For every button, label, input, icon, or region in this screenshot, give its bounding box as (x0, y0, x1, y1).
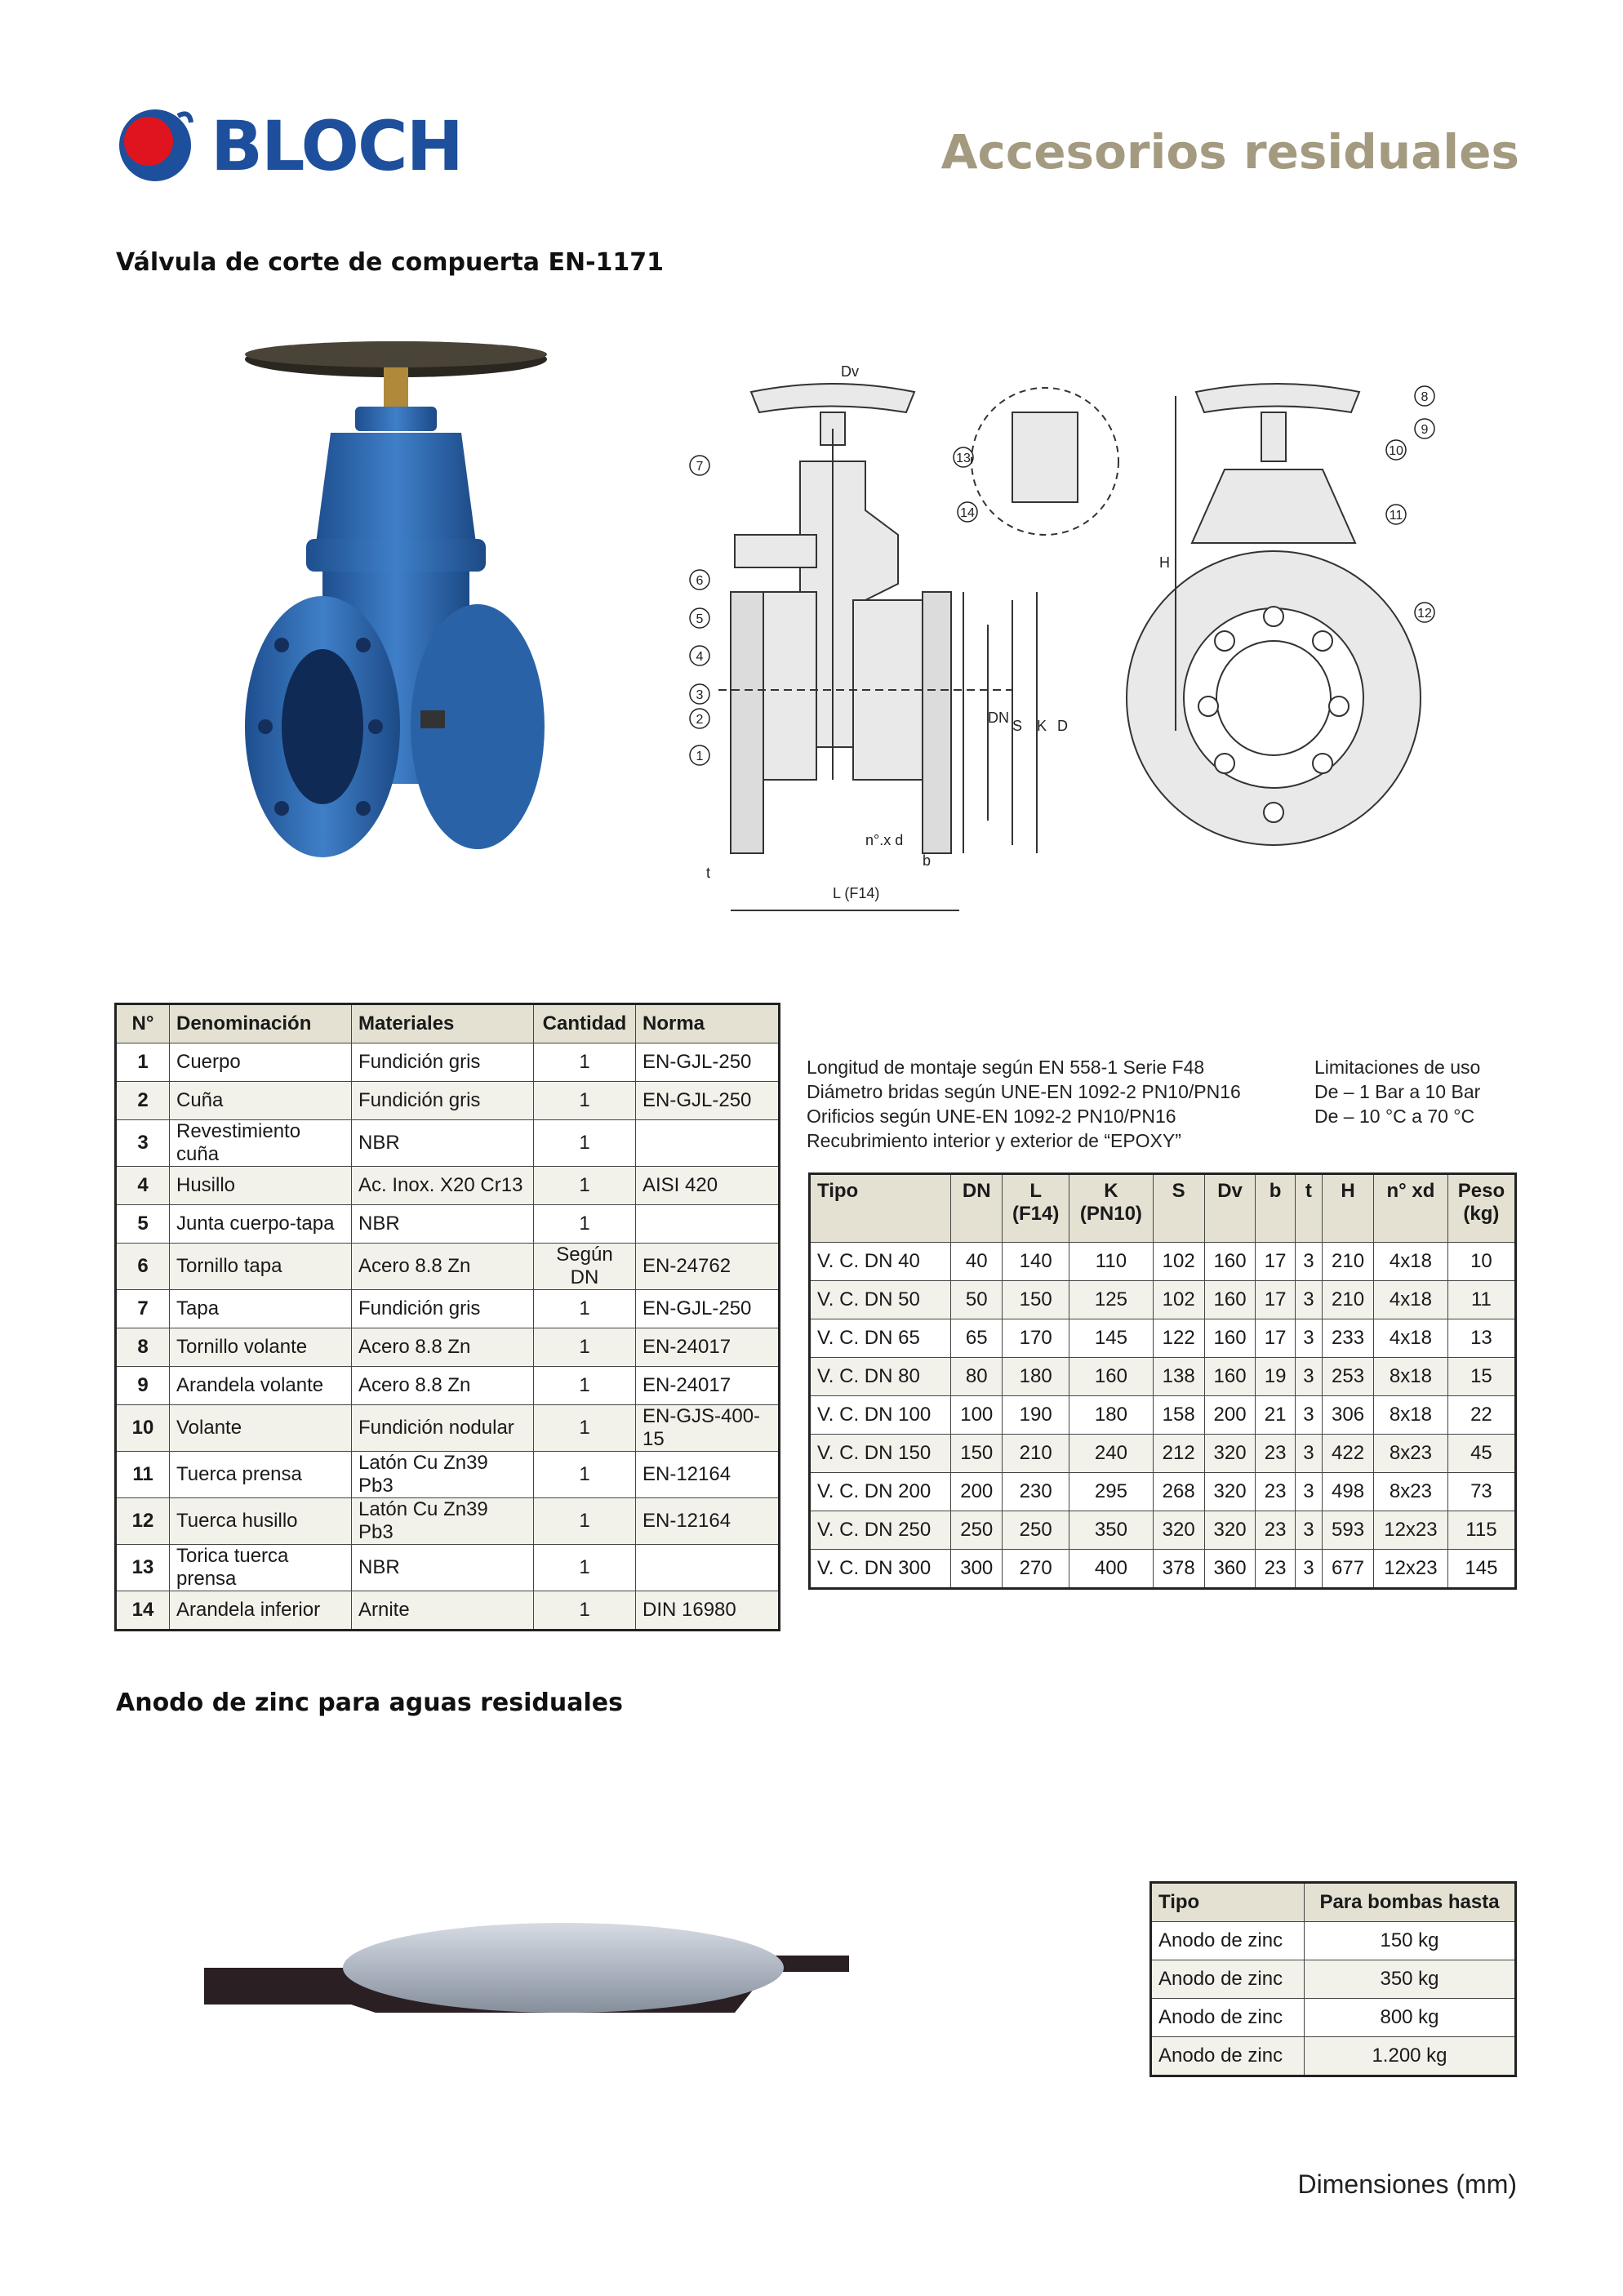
table-row (116, 1290, 780, 1328)
table-cell: 11 (1447, 1281, 1515, 1319)
table-cell: 498 (1323, 1473, 1374, 1511)
bloch-logo (114, 105, 490, 186)
table-cell: 6 (116, 1244, 170, 1290)
table-cell: Ac. Inox. X20 Cr13 (352, 1167, 534, 1205)
table-cell: Arnite (352, 1591, 534, 1631)
table-cell: 295 (1069, 1473, 1154, 1511)
dim-l: L (F14) (833, 885, 880, 901)
header-cell: Tipo (810, 1174, 951, 1243)
logo-mark-icon (114, 105, 204, 186)
table-cell: 12 (116, 1498, 170, 1545)
table-cell: EN-GJL-250 (636, 1290, 780, 1328)
table-cell: 110 (1069, 1243, 1154, 1281)
table-cell: 22 (1447, 1396, 1515, 1435)
table-cell: 15 (1447, 1358, 1515, 1396)
table-cell: 350 kg (1305, 1960, 1516, 1999)
table-cell: Cuña (170, 1082, 352, 1120)
table-cell: 12x23 (1374, 1511, 1448, 1550)
table-cell: 2 (116, 1082, 170, 1120)
table-cell: 8x23 (1374, 1473, 1448, 1511)
usage-limits (1314, 1055, 1480, 1128)
header-cell: Tipo (1151, 1883, 1305, 1922)
table-cell: 14 (116, 1591, 170, 1631)
table-cell: 9 (116, 1367, 170, 1405)
table-row (810, 1243, 1516, 1281)
table-cell: 200 (1204, 1396, 1256, 1435)
table-row (810, 1435, 1516, 1473)
table-cell: NBR (352, 1120, 534, 1167)
table-cell: DIN 16980 (636, 1591, 780, 1631)
callout-4: 4 (696, 650, 704, 664)
table-cell: EN-24017 (636, 1328, 780, 1367)
table-cell: 150 kg (1305, 1922, 1516, 1960)
table-cell: Fundición nodular (352, 1405, 534, 1452)
table-cell: 13 (116, 1545, 170, 1591)
note-line: De – 1 Bar a 10 Bar (1314, 1081, 1481, 1102)
table-row (116, 1405, 780, 1452)
table-cell: Cuerpo (170, 1043, 352, 1082)
callout-5: 5 (696, 612, 704, 626)
table-cell: 306 (1323, 1396, 1374, 1435)
table-cell: 1 (534, 1205, 636, 1244)
table-cell: 138 (1153, 1358, 1204, 1396)
table-cell: 140 (1003, 1243, 1069, 1281)
table-cell: 3 (1295, 1473, 1322, 1511)
table-cell: 8x18 (1374, 1396, 1448, 1435)
table-cell: 240 (1069, 1435, 1154, 1473)
table-cell: Fundición gris (352, 1082, 534, 1120)
table-cell: 19 (1256, 1358, 1295, 1396)
callout-6: 6 (696, 574, 704, 588)
header-cell: Peso (kg) (1447, 1174, 1515, 1243)
table-cell: 102 (1153, 1281, 1204, 1319)
table-cell: 422 (1323, 1435, 1374, 1473)
table-cell: 3 (116, 1120, 170, 1167)
table-cell: 21 (1256, 1396, 1295, 1435)
table-cell: 1 (534, 1545, 636, 1591)
header-cell: K (PN10) (1069, 1174, 1154, 1243)
header-cell: Cantidad (534, 1004, 636, 1043)
callout-11: 11 (1389, 509, 1403, 523)
table-cell: 145 (1069, 1319, 1154, 1358)
table-cell: 150 (951, 1435, 1003, 1473)
callout-10: 10 (1389, 444, 1403, 458)
table-cell: 200 (951, 1473, 1003, 1511)
header-cell: Denominación (170, 1004, 352, 1043)
note-line: Orificios según UNE-EN 1092-2 PN10/PN16 (807, 1106, 1176, 1127)
table-cell: 122 (1153, 1319, 1204, 1358)
logo-text: BLOCH (211, 106, 462, 186)
table-cell: V. C. DN 40 (810, 1243, 951, 1281)
table-cell: 5 (116, 1205, 170, 1244)
note-line: Diámetro bridas según UNE-EN 1092-2 PN10/PN16 (807, 1081, 1241, 1102)
note-line: Recubrimiento interior y exterior de “EPOXY” (807, 1130, 1181, 1151)
table-cell: Tapa (170, 1290, 352, 1328)
table-cell: 10 (1447, 1243, 1515, 1281)
table-cell: Torica tuerca prensa (170, 1545, 352, 1591)
table-cell: 350 (1069, 1511, 1154, 1550)
table-cell: 210 (1323, 1243, 1374, 1281)
table-cell: 115 (1447, 1511, 1515, 1550)
header-cell: DN (951, 1174, 1003, 1243)
callout-8: 8 (1421, 390, 1429, 404)
table-cell: Junta cuerpo-tapa (170, 1205, 352, 1244)
table-cell: 13 (1447, 1319, 1515, 1358)
table-cell: 160 (1204, 1358, 1256, 1396)
callout-9: 9 (1421, 423, 1429, 437)
units-note: Dimensiones (mm) (1297, 2169, 1517, 2199)
table-cell: 1 (534, 1043, 636, 1082)
table-cell: V. C. DN 65 (810, 1319, 951, 1358)
table-cell: 160 (1204, 1243, 1256, 1281)
table-cell: Anodo de zinc (1151, 1999, 1305, 2037)
header-cell: n° xd (1374, 1174, 1448, 1243)
table-row (116, 1545, 780, 1591)
table-cell: Tuerca husillo (170, 1498, 352, 1545)
table-cell: 4 (116, 1167, 170, 1205)
table-cell (636, 1120, 780, 1167)
dim-t: t (706, 865, 711, 881)
callout-1: 1 (696, 750, 704, 763)
table-cell: 180 (1003, 1358, 1069, 1396)
header-cell: Para bombas hasta (1305, 1883, 1516, 1922)
anode-table (1149, 1881, 1517, 2077)
dim-s: S (1012, 718, 1023, 734)
table-row (116, 1452, 780, 1498)
table-cell: 3 (1295, 1281, 1322, 1319)
table-cell: Arandela inferior (170, 1591, 352, 1631)
table-cell: 17 (1256, 1319, 1295, 1358)
dimensions-table (808, 1172, 1517, 1590)
table-cell: EN-12164 (636, 1452, 780, 1498)
table-row (810, 1319, 1516, 1358)
table-cell: 8x23 (1374, 1435, 1448, 1473)
table-cell: 1 (116, 1043, 170, 1082)
table-row (1151, 1922, 1516, 1960)
table-cell: 300 (951, 1550, 1003, 1589)
table-cell: Anodo de zinc (1151, 1922, 1305, 1960)
table-cell: 320 (1153, 1511, 1204, 1550)
callout-14: 14 (960, 506, 975, 520)
table-cell: 1 (534, 1498, 636, 1545)
table-cell: 800 kg (1305, 1999, 1516, 2037)
table-row (116, 1591, 780, 1631)
table-cell: 1 (534, 1328, 636, 1367)
callout-13: 13 (956, 452, 971, 465)
table-row (810, 1550, 1516, 1589)
table-cell: Según DN (534, 1244, 636, 1290)
table-cell: 1 (534, 1367, 636, 1405)
table-cell: 210 (1323, 1281, 1374, 1319)
table-cell: 360 (1204, 1550, 1256, 1589)
parts-table (114, 1003, 780, 1631)
table-row (116, 1043, 780, 1082)
table-cell: 1 (534, 1120, 636, 1167)
table-cell: 400 (1069, 1550, 1154, 1589)
table-cell: 100 (951, 1396, 1003, 1435)
table-cell: 1 (534, 1405, 636, 1452)
table-cell: 160 (1069, 1358, 1154, 1396)
table-cell: 11 (116, 1452, 170, 1498)
table-cell: 125 (1069, 1281, 1154, 1319)
table-cell: Revestimiento cuña (170, 1120, 352, 1167)
table-cell: Latón Cu Zn39 Pb3 (352, 1498, 534, 1545)
table-cell: 253 (1323, 1358, 1374, 1396)
table-cell: 160 (1204, 1319, 1256, 1358)
table-cell: 1 (534, 1082, 636, 1120)
page-title: Accesorios residuales (940, 124, 1519, 180)
table-row (810, 1396, 1516, 1435)
dim-d: D (1057, 718, 1068, 734)
table-cell: Anodo de zinc (1151, 1960, 1305, 1999)
note-line: De – 10 °C a 70 °C (1314, 1106, 1475, 1127)
table-cell: 23 (1256, 1511, 1295, 1550)
valve-photo (233, 335, 559, 914)
table-cell: EN-12164 (636, 1498, 780, 1545)
callout-12: 12 (1417, 607, 1432, 621)
table-cell: 23 (1256, 1550, 1295, 1589)
table-cell: 320 (1204, 1435, 1256, 1473)
table-cell: 8x18 (1374, 1358, 1448, 1396)
table-cell: 4x18 (1374, 1319, 1448, 1358)
table-cell: 677 (1323, 1550, 1374, 1589)
table-cell: 233 (1323, 1319, 1374, 1358)
table-cell: V. C. DN 150 (810, 1435, 951, 1473)
table-cell: Husillo (170, 1167, 352, 1205)
table-cell: 8 (116, 1328, 170, 1367)
callout-2: 2 (696, 713, 704, 727)
callout-7: 7 (696, 460, 704, 474)
table-cell: Latón Cu Zn39 Pb3 (352, 1452, 534, 1498)
table-cell: 40 (951, 1243, 1003, 1281)
dim-dn: DN (988, 710, 1009, 726)
table-cell: 7 (116, 1290, 170, 1328)
table-cell: 145 (1447, 1550, 1515, 1589)
table-cell: 190 (1003, 1396, 1069, 1435)
table-cell: AISI 420 (636, 1167, 780, 1205)
table-cell: V. C. DN 200 (810, 1473, 951, 1511)
zinc-anode-photo (204, 1919, 923, 2033)
header-cell: Dv (1204, 1174, 1256, 1243)
section-title-anode: Anodo de zinc para aguas residuales (116, 1689, 623, 1717)
table-cell: Acero 8.8 Zn (352, 1244, 534, 1290)
table-cell: Anodo de zinc (1151, 2037, 1305, 2076)
table-cell: EN-24017 (636, 1367, 780, 1405)
table-cell: V. C. DN 300 (810, 1550, 951, 1589)
specs-notes (807, 1055, 1241, 1153)
table-cell: 230 (1003, 1473, 1069, 1511)
table-cell: EN-24762 (636, 1244, 780, 1290)
table-cell: 320 (1204, 1511, 1256, 1550)
table-row (116, 1498, 780, 1545)
table-cell: 180 (1069, 1396, 1154, 1435)
table-cell: 3 (1295, 1396, 1322, 1435)
table-cell: Volante (170, 1405, 352, 1452)
table-cell: 73 (1447, 1473, 1515, 1511)
table-cell: 158 (1153, 1396, 1204, 1435)
header-cell: H (1323, 1174, 1374, 1243)
table-row (116, 1205, 780, 1244)
header-cell: N° (116, 1004, 170, 1043)
table-cell: 4x18 (1374, 1281, 1448, 1319)
valve-technical-drawing (686, 347, 1470, 919)
table-cell: 80 (951, 1358, 1003, 1396)
table-cell: Tornillo volante (170, 1328, 352, 1367)
table-cell: 3 (1295, 1243, 1322, 1281)
table-row (116, 1367, 780, 1405)
note-line: Limitaciones de uso (1314, 1057, 1481, 1078)
table-cell: 170 (1003, 1319, 1069, 1358)
header-cell: t (1295, 1174, 1322, 1243)
table-cell: 1 (534, 1591, 636, 1631)
table-row (810, 1511, 1516, 1550)
table-cell: 3 (1295, 1550, 1322, 1589)
table-row (810, 1473, 1516, 1511)
table-cell: 160 (1204, 1281, 1256, 1319)
table-cell: NBR (352, 1205, 534, 1244)
table-cell: 1 (534, 1167, 636, 1205)
table-cell: 210 (1003, 1435, 1069, 1473)
table-cell: NBR (352, 1545, 534, 1591)
table-cell: 12x23 (1374, 1550, 1448, 1589)
dim-h: H (1159, 554, 1170, 571)
table-cell: 1.200 kg (1305, 2037, 1516, 2076)
table-cell: V. C. DN 50 (810, 1281, 951, 1319)
table-cell: 3 (1295, 1358, 1322, 1396)
header-cell: b (1256, 1174, 1295, 1243)
header-cell: Norma (636, 1004, 780, 1043)
table-row (116, 1244, 780, 1290)
table-cell: 50 (951, 1281, 1003, 1319)
table-cell: 10 (116, 1405, 170, 1452)
table-cell: 23 (1256, 1473, 1295, 1511)
table-cell: V. C. DN 80 (810, 1358, 951, 1396)
table-cell: 593 (1323, 1511, 1374, 1550)
dim-k: K (1037, 718, 1047, 734)
table-cell: 250 (1003, 1511, 1069, 1550)
table-row (1151, 1960, 1516, 1999)
table-cell (636, 1545, 780, 1591)
table-cell: Fundición gris (352, 1290, 534, 1328)
table-cell: EN-GJS-400-15 (636, 1405, 780, 1452)
dim-dv: Dv (841, 363, 859, 380)
table-row (810, 1358, 1516, 1396)
table-cell: 65 (951, 1319, 1003, 1358)
table-cell: 102 (1153, 1243, 1204, 1281)
table-cell: 250 (951, 1511, 1003, 1550)
table-cell: Acero 8.8 Zn (352, 1328, 534, 1367)
callout-3: 3 (696, 688, 704, 702)
table-cell: 212 (1153, 1435, 1204, 1473)
table-cell: 320 (1204, 1473, 1256, 1511)
table-cell: V. C. DN 100 (810, 1396, 951, 1435)
table-cell: EN-GJL-250 (636, 1082, 780, 1120)
table-cell: Tuerca prensa (170, 1452, 352, 1498)
table-cell: 268 (1153, 1473, 1204, 1511)
table-cell: Fundición gris (352, 1043, 534, 1082)
table-cell: Acero 8.8 Zn (352, 1367, 534, 1405)
table-cell: 270 (1003, 1550, 1069, 1589)
table-row (1151, 2037, 1516, 2076)
header-cell: L (F14) (1003, 1174, 1069, 1243)
dim-b: b (923, 852, 932, 869)
table-cell: 17 (1256, 1243, 1295, 1281)
table-cell: Tornillo tapa (170, 1244, 352, 1290)
table-row (1151, 1999, 1516, 2037)
table-cell: 378 (1153, 1550, 1204, 1589)
table-row (810, 1281, 1516, 1319)
table-cell: 1 (534, 1290, 636, 1328)
note-line: Longitud de montaje según EN 558-1 Serie F48 (807, 1057, 1205, 1078)
table-cell: 17 (1256, 1281, 1295, 1319)
table-cell (636, 1205, 780, 1244)
table-row (116, 1328, 780, 1367)
table-cell: 1 (534, 1452, 636, 1498)
header-cell: S (1153, 1174, 1204, 1243)
section-title-valve: Válvula de corte de compuerta EN-1171 (116, 248, 665, 277)
header-cell: Materiales (352, 1004, 534, 1043)
table-row (116, 1167, 780, 1205)
table-cell: 3 (1295, 1511, 1322, 1550)
table-row (116, 1082, 780, 1120)
table-cell: EN-GJL-250 (636, 1043, 780, 1082)
table-cell: 3 (1295, 1435, 1322, 1473)
table-cell: Arandela volante (170, 1367, 352, 1405)
table-cell: 150 (1003, 1281, 1069, 1319)
table-cell: 3 (1295, 1319, 1322, 1358)
table-row (116, 1120, 780, 1167)
table-cell: V. C. DN 250 (810, 1511, 951, 1550)
dim-n-xd: n°.x d (865, 832, 904, 848)
table-cell: 45 (1447, 1435, 1515, 1473)
table-cell: 4x18 (1374, 1243, 1448, 1281)
table-cell: 23 (1256, 1435, 1295, 1473)
